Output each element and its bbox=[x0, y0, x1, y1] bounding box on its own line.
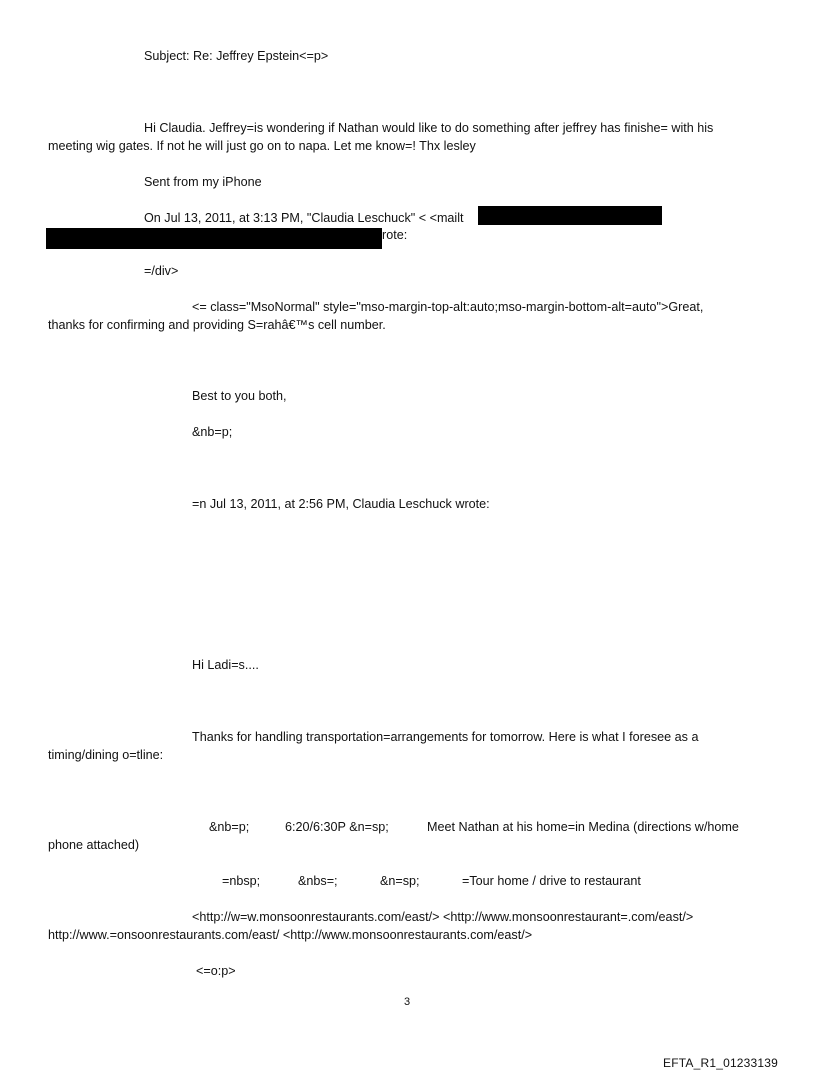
thanks-line-1: Thanks for handling transportation=arrangements for tomorrow. Here is what I foresee as a bbox=[192, 730, 699, 744]
msonormal-line-1: <= class="MsoNormal" style="mso-margin-top-alt:auto;mso-margin-bottom-alt=auto">Great, bbox=[192, 300, 704, 314]
timeline-1-col-1: &nb=p; bbox=[209, 820, 250, 834]
reply-line-2: meeting wig gates. If not he will just go on to napa. Let me know=! Thx lesley bbox=[48, 139, 476, 153]
quote-header-line-1: On Jul 13, 2011, at 3:13 PM, "Claudia Leschuck" < <mailt bbox=[144, 211, 464, 225]
closing-line: Best to you both, bbox=[192, 389, 287, 403]
thanks-line-2: timing/dining o=tline: bbox=[48, 748, 164, 762]
bates-number: EFTA_R1_01233139 bbox=[663, 1056, 779, 1070]
links-line-2: http://www.=onsoonrestaurants.com/east/ <http://www.monsoonrestaurants.com/east/> bbox=[48, 928, 533, 942]
op-tag-line: <=o:p> bbox=[196, 964, 236, 978]
nbsp-line: &nb=p; bbox=[192, 425, 233, 439]
links-line-1: <http://w=w.monsoonrestaurants.com/east/> <http://www.monsoonrestaurant=.com/east/> bbox=[192, 910, 694, 924]
quote-header-line-2: rote: bbox=[382, 228, 408, 242]
timeline-2-col-1: =nbsp; bbox=[222, 874, 261, 888]
timeline-2-col-4: =Tour home / drive to restaurant bbox=[462, 874, 641, 888]
page-number: 3 bbox=[404, 996, 411, 1008]
timeline-1-col-2: 6:20/6:30P &n=sp; bbox=[285, 820, 389, 834]
subject-line: Subject: Re: Jeffrey Epstein<=p> bbox=[144, 49, 329, 63]
div-close-tag: =/div> bbox=[144, 264, 179, 278]
timeline-1-line-2: phone attached) bbox=[48, 838, 140, 852]
timeline-2-col-3: &n=sp; bbox=[380, 874, 420, 888]
msonormal-line-2: thanks for confirming and providing S=rahâ€™s cell number. bbox=[48, 318, 386, 332]
redaction-box bbox=[46, 228, 382, 249]
reply-line-1: Hi Claudia. Jeffrey=is wondering if Nathan would like to do something after jeffrey has finishe= with his bbox=[144, 121, 714, 135]
timeline-1-col-3: Meet Nathan at his home=in Medina (directions w/home bbox=[427, 820, 739, 834]
redaction-box bbox=[478, 206, 662, 225]
quote-header-2: =n Jul 13, 2011, at 2:56 PM, Claudia Leschuck wrote: bbox=[192, 497, 490, 511]
timeline-2-col-2: &nbs=; bbox=[298, 874, 338, 888]
signature: Sent from my iPhone bbox=[144, 175, 262, 189]
greeting-line: Hi Ladi=s.... bbox=[192, 658, 259, 672]
